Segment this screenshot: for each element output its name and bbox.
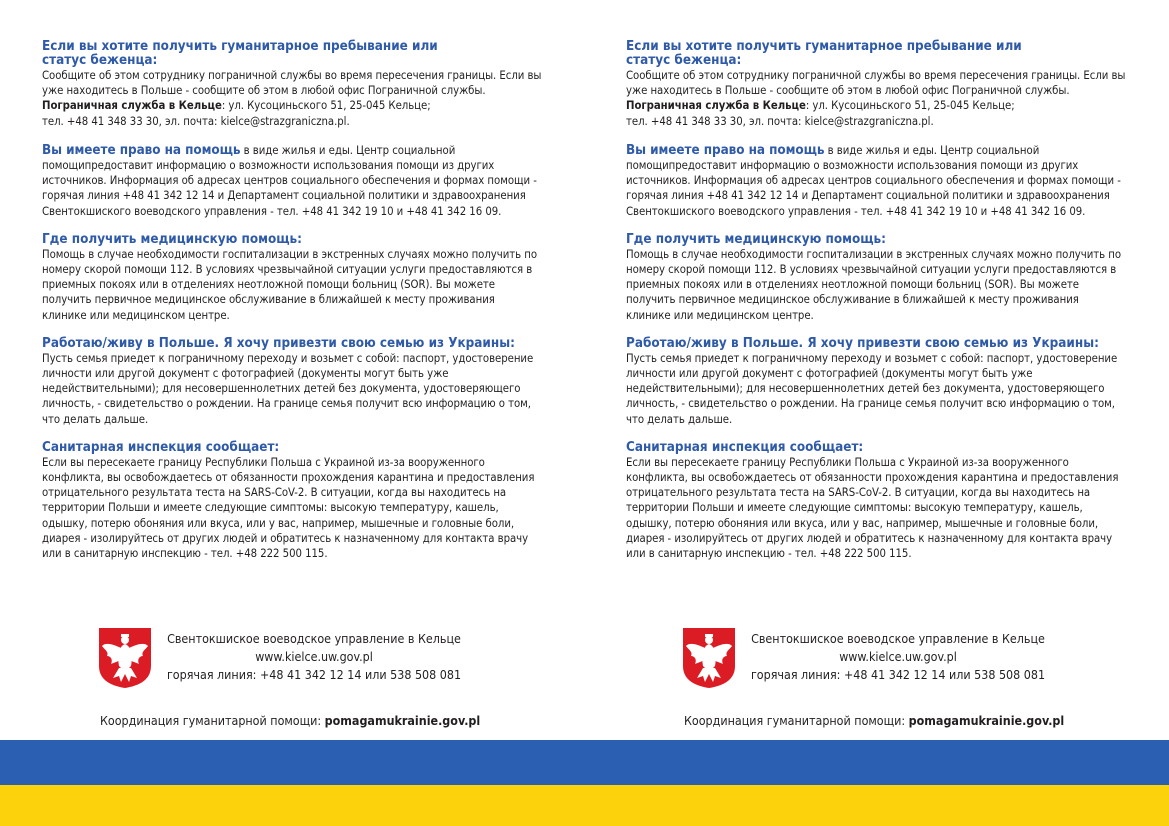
section-help bbox=[42, 143, 542, 219]
office-contact: тел. +48 41 348 33 30, эл. почта: kielce@strazgraniczna.pl. bbox=[626, 114, 934, 128]
section-sanitary bbox=[42, 441, 542, 561]
section-heading: Где получить медицинскую помощь: bbox=[42, 231, 302, 247]
leaflet-page-left bbox=[0, 0, 584, 740]
website-link[interactable]: www.kielce.uw.gov.pl bbox=[839, 649, 957, 664]
office-footer bbox=[681, 626, 1081, 690]
section-body: Пусть семья приедет к пограничному переходу и возьмет с собой: паспорт, удостоверение личности или другой документ с фотографией (документы могут быть уже недействительными); для несовершеннолетних детей без документа, удостоверяющего личность, - свидетельство о рождении. На границе семья получит всю информацию о том, что делать дальше. bbox=[42, 351, 534, 426]
section-heading: Где получить медицинскую помощь: bbox=[626, 231, 886, 247]
office-contact: тел. +48 41 348 33 30, эл. почта: kielce@strazgraniczna.pl. bbox=[42, 114, 350, 128]
section-body: Если вы пересекаете границу Республики Польша с Украиной из-за вооруженного конфликта, вы освобождаетесь от обязанности прохождения карантина и предоставления отрицательного результата теста на SARS-CoV-2. В ситуации, когда вы находитесь на территории Польши и имеете следующие симптомы: высокую температуру, кашель, одышку, потерю обоняния или вкуса, или у вас, например, мышечные и головные боли, диарея - изолируйтесь от других людей и обратитесь к назначенному для контакта врачу или в санитарную инспекцию - тел. +48 222 500 115. bbox=[626, 455, 1119, 561]
section-humanitarian bbox=[42, 40, 542, 129]
office-name: Свентокшиское воеводское управление в Кельце bbox=[167, 631, 461, 646]
section-text bbox=[626, 143, 1126, 219]
section-body: Помощь в случае необходимости госпитализации в экстренных случаях можно получить по номеру скорой помощи 112. В условиях чрезвычайной ситуации услуги предоставляются в приемных покоях или в отделениях неотложной помощи больниц (SOR). Вы можете получить первичное медицинское обслуживание в ближайшей к месту проживания клинике или медицинском центре. bbox=[626, 247, 1122, 322]
section-body: Пусть семья приедет к пограничному переходу и возьмет с собой: паспорт, удостоверение личности или другой документ с фотографией (документы могут быть уже недействительными); для несовершеннолетних детей без документа, удостоверяющего личность, - свидетельство о рождении. На границе семья получит всю информацию о том, что делать дальше. bbox=[626, 351, 1118, 426]
section-heading: Работаю/живу в Польше. Я хочу привезти свою семью из Украины: bbox=[626, 335, 1099, 351]
section-help bbox=[626, 143, 1126, 219]
content-column bbox=[626, 40, 1126, 575]
coordination-link[interactable]: pomagamukrainie.gov.pl bbox=[324, 713, 481, 728]
office-label: Пограничная служба в Кельце bbox=[42, 99, 222, 113]
coordination-line bbox=[684, 713, 1064, 728]
section-heading: Санитарная инспекция сообщает: bbox=[626, 439, 864, 455]
polish-eagle-emblem-icon bbox=[681, 626, 737, 690]
hotline: горячая линия: +48 41 342 12 14 или 538 508 081 bbox=[166, 667, 462, 682]
polish-eagle-emblem-icon bbox=[97, 626, 153, 690]
leaflet-page-right bbox=[584, 0, 1168, 740]
office-address: : ул. Кусоциньского 51, 25-045 Кельце; bbox=[221, 99, 431, 113]
coordination-line bbox=[100, 713, 480, 728]
flag-stripe-blue bbox=[0, 740, 1169, 785]
section-family bbox=[626, 337, 1126, 427]
coordination-label: Координация гуманитарной помощи: bbox=[100, 713, 325, 728]
section-heading: Санитарная инспекция сообщает: bbox=[42, 439, 280, 455]
office-info bbox=[159, 630, 469, 684]
coordination-link[interactable]: pomagamukrainie.gov.pl bbox=[908, 713, 1065, 728]
section-body: Помощь в случае необходимости госпитализации в экстренных случаях можно получить по номеру скорой помощи 112. В условиях чрезвычайной ситуации услуги предоставляются в приемных покоях или в отделениях неотложной помощи больниц (SOR). Вы можете получить первичное медицинское обслуживание в ближайшей к месту проживания клинике или медицинском центре. bbox=[42, 247, 538, 322]
section-body: Если вы пересекаете границу Республики Польша с Украиной из-за вооруженного конфликта, вы освобождаетесь от обязанности прохождения карантина и предоставления отрицательного результата теста на SARS-CoV-2. В ситуации, когда вы находитесь на территории Польши и имеете следующие симптомы: высокую температуру, кашель, одышку, потерю обоняния или вкуса, или у вас, например, мышечные и головные боли, диарея - изолируйтесь от других людей и обратитесь к назначенному для контакта врачу или в санитарную инспекцию - тел. +48 222 500 115. bbox=[42, 455, 535, 561]
office-info bbox=[743, 630, 1053, 684]
section-heading: Вы имеете право на помощь bbox=[42, 142, 241, 158]
section-text bbox=[42, 68, 542, 129]
section-body: в виде жилья и еды. Центр социальной помощипредоставит информацию о возможности использования помощи из других источников. Информация об адресах центров социального обеспечения и формах помощи - горячая линия +48 41 342 12 14 и Департамент социальной политики и здравоохранения Свентокшиского воеводского управления - тел. +48 41 342 19 10 и +48 41 342 16 09. bbox=[42, 143, 537, 218]
hotline: горячая линия: +48 41 342 12 14 или 538 508 081 bbox=[750, 667, 1046, 682]
section-text bbox=[42, 143, 542, 219]
office-name: Свентокшиское воеводское управление в Кельце bbox=[751, 631, 1045, 646]
office-footer bbox=[97, 626, 497, 690]
section-family bbox=[42, 337, 542, 427]
text-line: Сообщите об этом сотруднику пограничной службы во время пересечения границы. Если вы уже находитесь в Польше - сообщите об этом в любой офис Пограничной службы. bbox=[626, 69, 1126, 98]
section-medical bbox=[626, 233, 1126, 323]
section-heading: Если вы хотите получить гуманитарное пребывание или статус беженца: bbox=[42, 39, 438, 68]
section-text bbox=[626, 68, 1126, 129]
section-humanitarian bbox=[626, 40, 1126, 129]
content-column bbox=[42, 40, 542, 575]
section-body: в виде жилья и еды. Центр социальной помощипредоставит информацию о возможности использования помощи из других источников. Информация об адресах центров социального обеспечения и формах помощи - горячая линия +48 41 342 12 14 и Департамент социальной политики и здравоохранения Свентокшиского воеводского управления - тел. +48 41 342 19 10 и +48 41 342 16 09. bbox=[626, 143, 1121, 218]
flag-stripe-yellow bbox=[0, 785, 1169, 826]
coordination-label: Координация гуманитарной помощи: bbox=[684, 713, 909, 728]
text-line: Сообщите об этом сотруднику пограничной службы во время пересечения границы. Если вы уже находитесь в Польше - сообщите об этом в любой офис Пограничной службы. bbox=[42, 69, 542, 98]
website-link[interactable]: www.kielce.uw.gov.pl bbox=[255, 649, 373, 664]
section-medical bbox=[42, 233, 542, 323]
section-heading: Работаю/живу в Польше. Я хочу привезти свою семью из Украины: bbox=[42, 335, 515, 351]
section-sanitary bbox=[626, 441, 1126, 561]
section-heading: Вы имеете право на помощь bbox=[626, 142, 825, 158]
office-label: Пограничная служба в Кельце bbox=[626, 99, 806, 113]
section-heading: Если вы хотите получить гуманитарное пребывание или статус беженца: bbox=[626, 39, 1022, 68]
office-address: : ул. Кусоциньского 51, 25-045 Кельце; bbox=[805, 99, 1015, 113]
